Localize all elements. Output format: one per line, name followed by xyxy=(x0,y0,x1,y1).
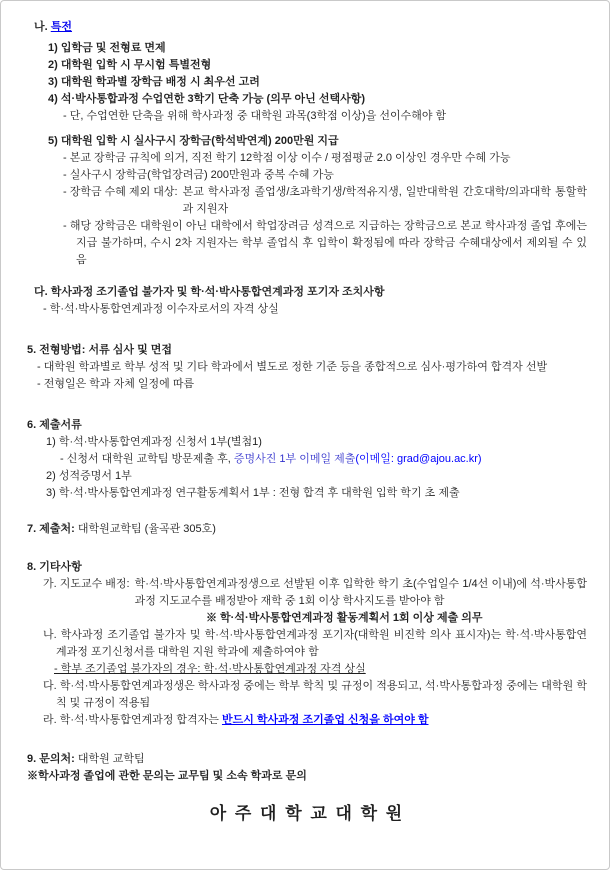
benefits-heading xyxy=(34,19,587,36)
benefit-item-4-note: - 단, 수업연한 단축을 위해 학사과정 중 대학원 과목(3학점 이상)을 선이수해야 함 xyxy=(63,110,447,122)
scholarship-exclusion-note xyxy=(63,184,587,218)
photo-submit-highlight: 증명사진 1부 이메일 제출 xyxy=(233,453,356,465)
scholarship-rule-note: - 본교 장학금 규칙에 의거, 직전 학기 12학점 이상 이수 / 평점평균 2.0 이상인 경우만 수혜 가능 xyxy=(63,152,511,164)
document-item-3: 3) 학·석·박사통합연계과정 연구활동계획서 1부 : 전형 합격 후 대학원 입학 학기 초 제출 xyxy=(46,487,460,499)
documents-heading: 6. 제출서류 xyxy=(27,419,82,431)
misc-item-ra-prefix: 라. 학·석·박사통합연계과정 합격자는 xyxy=(43,714,222,726)
benefits-heading-label: 나. xyxy=(34,21,48,33)
section-documents xyxy=(27,417,587,502)
document-item-1: 1) 학·석·박사통합연계과정 신청서 1부(별첨1) xyxy=(46,436,262,448)
section-withdrawal xyxy=(27,284,587,318)
withdrawal-heading: 다. 학사과정 조기졸업 불가자 및 학·석·박사통합연계과정 포기자 조치사항 xyxy=(34,286,385,298)
misc-item-na: 나. 학사과정 조기졸업 불가자 및 학·석·박사통합연계과정 포기자(대학원 비진학 의사 표시자)는 학·석·박사통합연계과정 포기신청서를 대학원 지원 학과에 제출하여야 함 xyxy=(43,629,587,658)
scholarship-exclusion-text: 본교 학사과정 졸업생/초과학기생/학적유지생, 일반대학원 간호대학/의과대학 통할학과 지원자 xyxy=(182,186,587,215)
misc-item-ga-label: 가. 지도교수 배정: xyxy=(43,578,130,590)
document-item-2: 2) 성적증명서 1부 xyxy=(46,470,132,482)
contact-label: 9. 문의처: xyxy=(27,753,75,765)
document-item-1-note xyxy=(60,451,587,468)
withdrawal-note: - 학·석·박사통합연계과정 이수자로서의 자격 상실 xyxy=(43,303,279,315)
section-contact xyxy=(27,751,587,785)
benefit-item-2: 2) 대학원 입학 시 무시험 특별전형 xyxy=(48,59,212,71)
submission-text: 대학원교학팀 (율곡관 305호) xyxy=(77,523,216,535)
section-benefits xyxy=(27,19,587,269)
misc-item-ra xyxy=(43,712,587,729)
submission-line xyxy=(27,521,587,538)
benefits-title-link[interactable]: 특전 xyxy=(50,21,73,33)
misc-item-ga xyxy=(43,576,587,610)
misc-item-ga-note: ※ 학·석·박사통합연계과정 활동계획서 1회 이상 제출 의무 xyxy=(206,612,483,624)
section-selection-method xyxy=(27,342,587,393)
misc-item-na-note: - 학부 조기졸업 불가자의 경우: 학·석·박사통합연계과정 자격 상실 xyxy=(54,663,366,675)
selection-method-heading: 5. 전형방법: 서류 심사 및 면접 xyxy=(27,344,173,356)
email-address-link[interactable]: (이메일: grad@ajou.ac.kr) xyxy=(355,453,482,465)
misc-item-ga-text: 학·석·박사통합연계과정생으로 선발된 이후 입학한 학기 초(수업일수 1/4선 이내)에 석·박사통합과정 지도교수를 배정받아 재학 중 1회 이상 학사지도를 받아야 함 xyxy=(134,578,587,607)
contact-text: 대학원 교학팀 xyxy=(77,753,145,765)
misc-heading: 8. 기타사항 xyxy=(27,561,82,573)
document-item-1-note-prefix: - 신청서 대학원 교학팀 방문제출 후, xyxy=(60,453,234,465)
benefit-item-5: 5) 대학원 입학 시 실사구시 장학금(학석박연계) 200만원 지급 xyxy=(48,135,339,147)
benefit-item-4: 4) 석·박사통합과정 수업연한 3학기 단축 가능 (의무 아닌 선택사항) xyxy=(48,93,365,105)
benefit-item-1: 1) 입학금 및 전형료 면제 xyxy=(48,42,166,54)
contact-note: ※학사과정 졸업에 관한 문의는 교무팀 및 소속 학과로 문의 xyxy=(27,770,307,782)
scholarship-exclusion-label: - 장학금 수혜 제외 대상: xyxy=(63,186,178,198)
section-submission xyxy=(27,521,587,538)
contact-line xyxy=(27,751,587,768)
benefit-item-3: 3) 대학원 학과별 장학금 배정 시 최우선 고려 xyxy=(48,76,260,88)
selection-method-note-1: - 대학원 학과별로 학부 성적 및 기타 학과에서 별도로 정한 기준 등을 종합적으로 심사·평가하여 합격자 선발 xyxy=(37,361,548,373)
submission-label: 7. 제출처: xyxy=(27,523,75,535)
section-misc xyxy=(27,559,587,729)
scholarship-nature-note: - 해당 장학금은 대학원이 아닌 대학에서 학업장려금 성격으로 지급하는 장학금으로 본교 학사과정 졸업 후에는 지급 불가하며, 수시 2차 지원자는 학부 졸업식 후 입학이 확정됨에 따라 장학금 수혜대상에서 제외될 수 있음 xyxy=(63,220,587,266)
early-graduation-emphasis: 반드시 학사과정 조기졸업 신청을 하여야 함 xyxy=(221,714,429,726)
scholarship-duplicate-note: - 실사구시 장학금(학업장려금) 200만원과 중복 수혜 가능 xyxy=(63,169,334,181)
footer-title: 아 주 대 학 교 대 학 원 xyxy=(209,804,405,823)
misc-item-da: 다. 학·석·박사통합연계과정생은 학사과정 중에는 학부 학칙 및 규정이 적용되고, 석·박사통합과정 중에는 대학원 학칙 및 규정이 적용됨 xyxy=(43,680,587,709)
selection-method-note-2: - 전형일은 학과 자체 일정에 따름 xyxy=(37,378,195,390)
